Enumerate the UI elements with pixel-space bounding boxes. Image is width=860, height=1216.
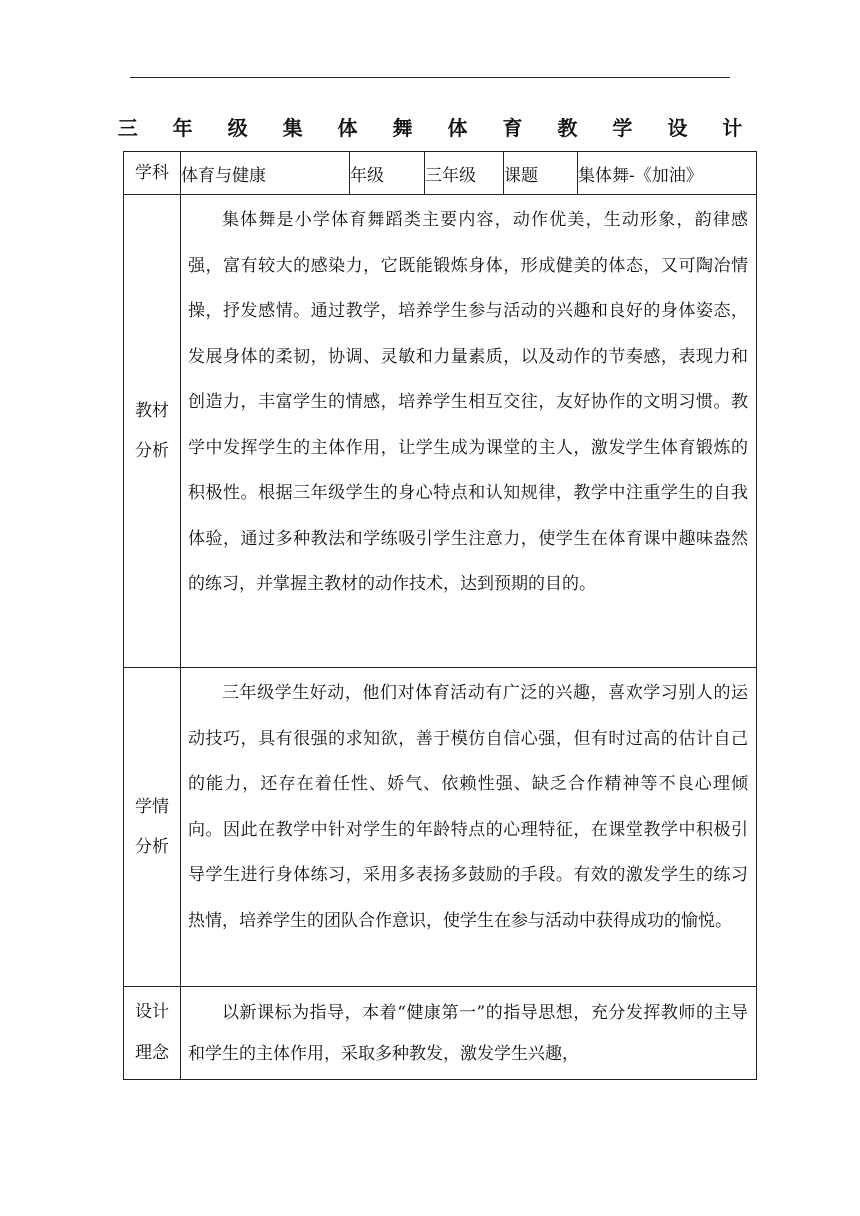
textbook-label-line1: 教材 (135, 400, 169, 421)
grade-label: 年级 (350, 152, 425, 195)
lesson-plan-table (123, 151, 757, 1080)
subject-value: 体育与健康 (181, 152, 350, 195)
header-rule (130, 77, 730, 78)
textbook-label-line2: 分析 (135, 440, 169, 461)
textbook-analysis-label (124, 195, 181, 668)
students-label-line2: 分析 (135, 836, 169, 857)
student-analysis-cell (181, 668, 757, 987)
subject-label: 学科 (124, 152, 181, 195)
design-label-line2: 理念 (135, 1043, 169, 1063)
student-analysis-label (124, 668, 181, 987)
design-label-line1: 设计 (135, 1002, 169, 1022)
design-concept-text: 以新课标为指导，本着“健康第一”的指导思想，充分发挥教师的主导和学生的主体作用，采取多种教发，激发学生兴趣， (188, 1003, 748, 1064)
textbook-analysis-cell (181, 195, 757, 668)
design-concept-row (124, 987, 757, 1080)
topic-label: 课题 (504, 152, 578, 195)
topic-value: 集体舞-《加油》 (578, 152, 757, 195)
student-analysis-text: 三年级学生好动，他们对体育活动有广泛的兴趣，喜欢学习别人的运动技巧，具有很强的求知欲，善于模仿自信心强，但有时过高的估计自己的能力，还存在着任性、娇气、依赖性强、缺乏合作精神等不良心理倾向。因此在教学中针对学生的年龄特点的心理特征，在课堂教学中积极引导学生进行身体练习，采用多表扬多鼓励的手段。有效的激发学生的练习热情，培养学生的团队合作意识，使学生在参与活动中获得成功的愉悦。 (188, 683, 748, 931)
document-title: 三 年 级 集 体 舞 体 育 教 学 设 计 (117, 116, 757, 140)
students-label-line1: 学情 (135, 796, 169, 817)
textbook-analysis-text: 集体舞是小学体育舞蹈类主要内容，动作优美，生动形象，韵律感强，富有较大的感染力，它既能锻炼身体，形成健美的体态，又可陶冶情操，抒发感情。通过教学，培养学生参与活动的兴趣和良好的身体姿态，发展身体的柔韧，协调、灵敏和力量素质，以及动作的节奏感，表现力和创造力，丰富学生的情感，培养学生相互交往，友好协作的文明习惯。教学中发挥学生的主体作用，让学生成为课堂的主人，激发学生体育锻炼的积极性。根据三年级学生的身心特点和认知规律，教学中注重学生的自我体验，通过多种教法和学练吸引学生注意力，使学生在体育课中趣味盎然的练习，并掌握主教材的动作技术，达到预期的目的。 (188, 210, 748, 594)
grade-value: 三年级 (425, 152, 504, 195)
student-analysis-row (124, 668, 757, 987)
textbook-analysis-row (124, 195, 757, 668)
design-concept-cell (181, 987, 757, 1080)
design-concept-label (124, 987, 181, 1080)
table-header-row (124, 152, 757, 195)
